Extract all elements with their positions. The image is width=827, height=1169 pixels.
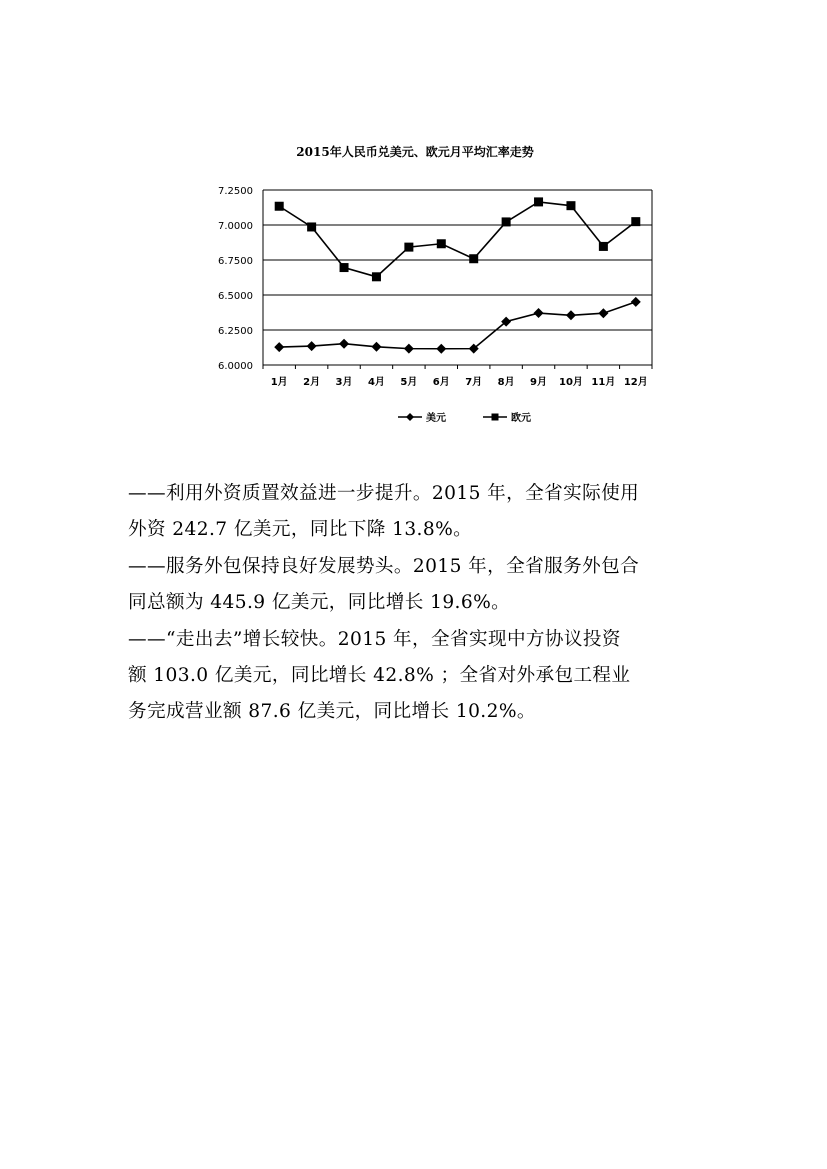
data-point-usd: [566, 310, 576, 320]
text-line: 务完成营业额 87.6 亿美元，同比增长 10.2%。: [128, 701, 536, 723]
data-point-usd: [404, 344, 414, 354]
x-tick-label: 10月: [558, 377, 583, 388]
y-tick-label: 7.0000: [218, 221, 253, 232]
x-tick-label: 4月: [367, 377, 385, 388]
x-tick-label: 5月: [400, 377, 418, 388]
legend-label: 美元: [426, 413, 446, 424]
y-tick-label: 6.2500: [218, 326, 253, 337]
chart-title: 2015年人民币兑美元、欧元月平均汇率走势: [296, 145, 534, 159]
y-tick-label: 6.7500: [218, 256, 253, 267]
data-point-eur: [437, 239, 446, 248]
data-point-eur: [340, 263, 349, 272]
data-point-usd: [339, 339, 349, 349]
x-tick-label: 12月: [623, 377, 648, 388]
data-point-usd: [436, 344, 446, 354]
text-line: ——服务外包保持良好发展势头。2015 年，全省服务外包合: [128, 555, 640, 577]
x-tick-label: 1月: [270, 377, 288, 388]
x-tick-label: 7月: [465, 377, 483, 388]
paragraph-service-outsourcing: [128, 549, 708, 622]
paragraph-foreign-investment: [128, 476, 708, 549]
legend-marker-diamond: [406, 413, 414, 421]
x-tick-label: 11月: [591, 377, 616, 388]
legend-marker-square: [492, 414, 499, 421]
data-point-usd: [631, 297, 641, 307]
x-tick-label: 6月: [432, 377, 450, 388]
text-line: 同总额为 445.9 亿美元，同比增长 19.6%。: [128, 592, 511, 614]
x-tick-label: 9月: [530, 377, 548, 388]
data-point-usd: [534, 308, 544, 318]
data-point-usd: [307, 341, 317, 351]
legend-label: 欧元: [511, 413, 531, 424]
exchange-rate-chart: [195, 175, 665, 435]
text-line: ——利用外资质置效益进一步提升。2015 年，全省实际使用: [128, 483, 640, 504]
data-point-eur: [372, 272, 381, 281]
data-point-usd: [274, 342, 284, 352]
series-line-eur: [279, 202, 636, 277]
paragraph-going-global: [128, 622, 708, 731]
x-tick-label: 8月: [497, 377, 515, 388]
x-tick-label: 3月: [335, 377, 353, 388]
text-line: ——“走出去”增长较快。2015 年，全省实现中方协议投资: [128, 628, 621, 650]
y-tick-label: 6.0000: [218, 361, 253, 372]
data-point-eur: [566, 201, 575, 210]
data-point-usd: [598, 308, 608, 318]
data-point-eur: [599, 242, 608, 251]
text-line: 外资 242.7 亿美元，同比下降 13.8%。: [128, 519, 473, 541]
data-point-eur: [534, 197, 543, 206]
body-text: [128, 476, 708, 731]
data-point-usd: [371, 342, 381, 352]
data-point-eur: [631, 217, 640, 226]
data-point-eur: [404, 243, 413, 252]
x-tick-label: 2月: [303, 377, 321, 388]
data-point-eur: [307, 222, 316, 231]
data-point-eur: [502, 217, 511, 226]
data-point-eur: [469, 254, 478, 263]
y-tick-label: 7.2500: [218, 186, 253, 197]
text-line: 额 103.0 亿美元，同比增长 42.8% ；全省对外承包工程业: [128, 665, 631, 687]
y-tick-label: 6.5000: [218, 291, 253, 302]
series-line-usd: [279, 302, 636, 349]
data-point-eur: [275, 202, 284, 211]
